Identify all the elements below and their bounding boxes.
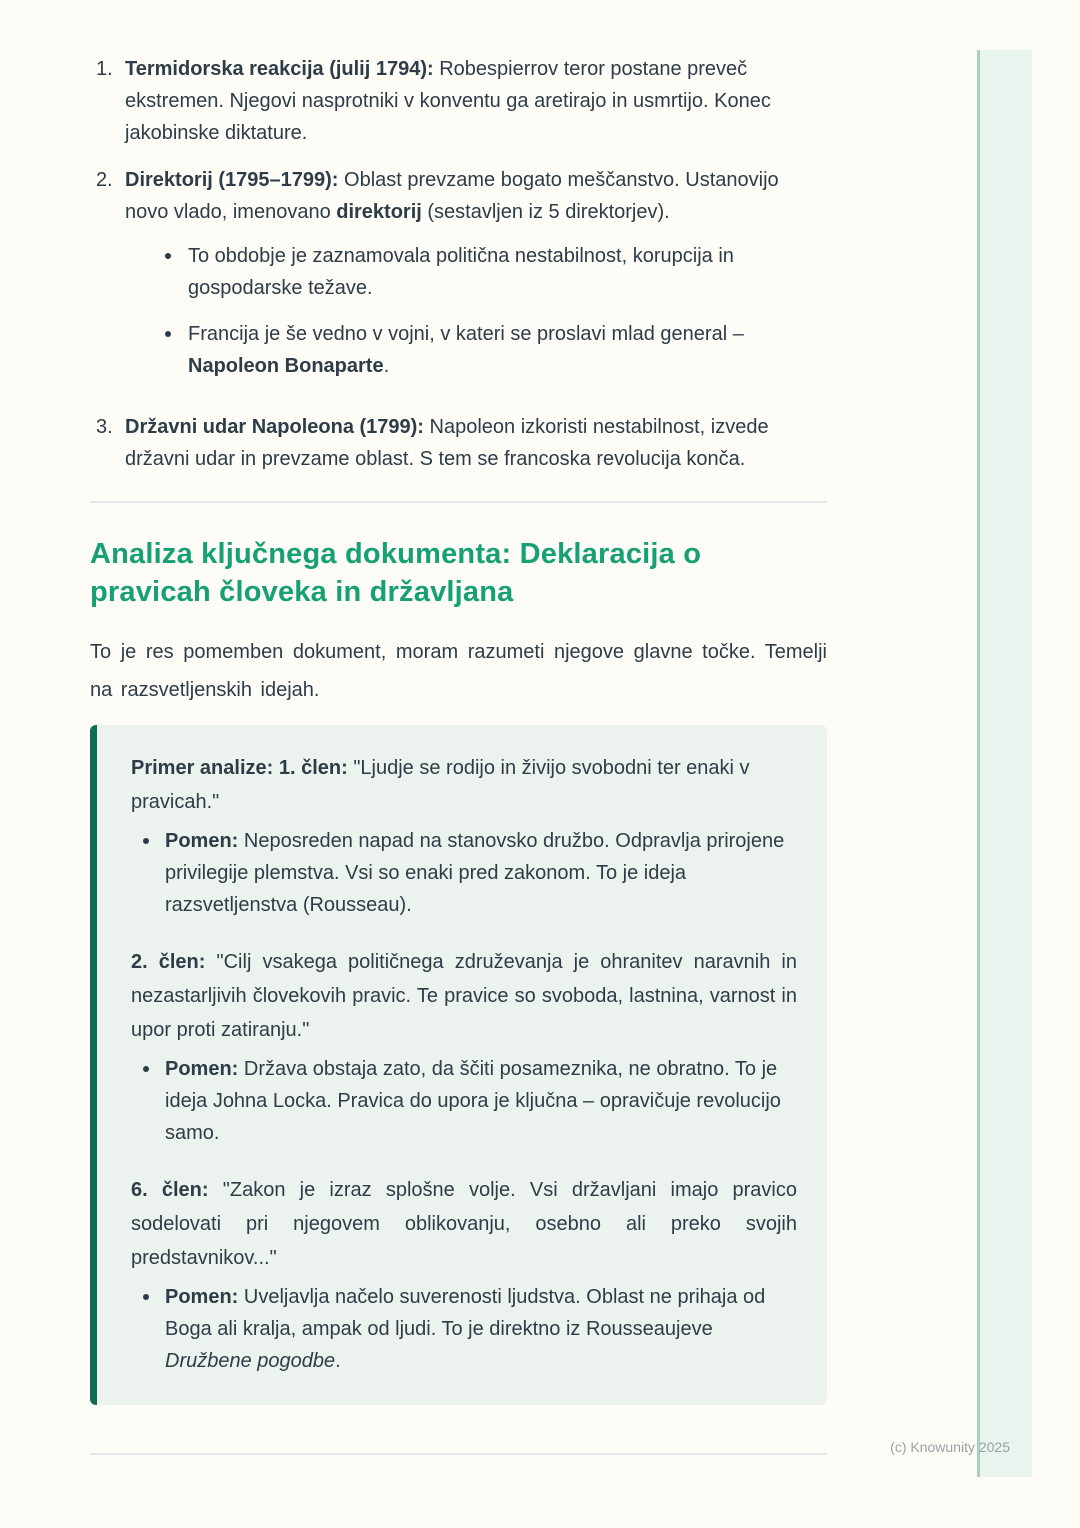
intro-paragraph: To je res pomemben dokument, moram razumeti njegove glavne točke. Temelji na razsvetljenskih idejah.: [90, 641, 827, 701]
numbered-list: [90, 53, 827, 475]
green-accent-strip: [977, 50, 1032, 1477]
section-divider-top: [90, 501, 827, 503]
callout-bullet: Pomen: Neposreden napad na stanovsko družbo. Odpravlja prirojene privilegije plemstva. Vsi so enaki pred zakonom. To je ideja razsvetljenstva (Rousseau).: [135, 825, 797, 921]
list-item: [90, 411, 827, 475]
list-item-text: Termidorska reakcija (julij 1794): Robespierrov teror postane preveč ekstremen. Njegovi nasprotniki v konventu ga aretirajo in usmrtijo. Konec jakobinske diktature.: [125, 58, 771, 144]
callout-block: [131, 751, 797, 921]
list-item-number: 3.: [96, 416, 113, 438]
page-content: [90, 0, 827, 1455]
list-item: [90, 53, 827, 149]
list-item-text: Direktorij (1795–1799): Oblast prevzame bogato meščanstvo. Ustanovijo novo vlado, imenovano direktorij (sestavljen iz 5 direktorjev).: [125, 169, 779, 223]
list-item-number: 2.: [96, 169, 113, 191]
list-item-number: 1.: [96, 58, 113, 80]
section-divider-bottom: [90, 1453, 827, 1455]
callout-bullet-list: [135, 1053, 797, 1149]
bullet-item: Francija je še vedno v vojni, v kateri se proslavi mlad general – Napoleon Bonaparte.: [158, 318, 827, 382]
callout-paragraph: 6. člen: "Zakon je izraz splošne volje. Vsi državljani imajo pravico sodelovati pri njegovem oblikovanju, osebno ali preko svojih predstavnikov...": [131, 1179, 797, 1269]
list-item-text: Državni udar Napoleona (1799): Napoleon izkoristi nestabilnost, izvede državni udar in prevzame oblast. S tem se francoska revolucija konča.: [125, 416, 769, 470]
copyright-text: (c) Knowunity 2025: [890, 1439, 1010, 1455]
callout-paragraph: Primer analize: 1. člen: "Ljudje se rodijo in živijo svobodni ter enaki v pravicah.": [131, 757, 750, 813]
callout-bullet-list: [135, 1281, 797, 1377]
section-heading: Analiza ključnega dokumenta: Deklaracija o pravicah človeka in državljana: [90, 538, 702, 608]
bullet-item: To obdobje je zaznamovala politična nestabilnost, korupcija in gospodarske težave.: [158, 240, 827, 304]
callout-bullet: Pomen: Uveljavlja načelo suverenosti ljudstva. Oblast ne prihaja od Boga ali kralja, ampak od ljudi. To je direktno iz Rousseaujeve Družbene pogodbe.: [135, 1281, 797, 1377]
list-item: [90, 164, 827, 396]
list-item-body: [125, 164, 827, 396]
callout-block: [131, 945, 797, 1149]
callout-bullet-list: [135, 825, 797, 921]
bullet-list: [158, 240, 827, 382]
callout-bullet: Pomen: Država obstaja zato, da ščiti posameznika, ne obratno. To je ideja Johna Locka. Pravica do upora je ključna – opravičuje revolucijo samo.: [135, 1053, 797, 1149]
callout-block: [131, 1173, 797, 1377]
callout-box: [90, 725, 827, 1405]
callout-paragraph: 2. člen: "Cilj vsakega političnega združevanja je ohranitev naravnih in nezastarljivih človekovih pravic. Te pravice so svoboda, lastnina, varnost in upor proti zatiranju.": [131, 951, 797, 1041]
